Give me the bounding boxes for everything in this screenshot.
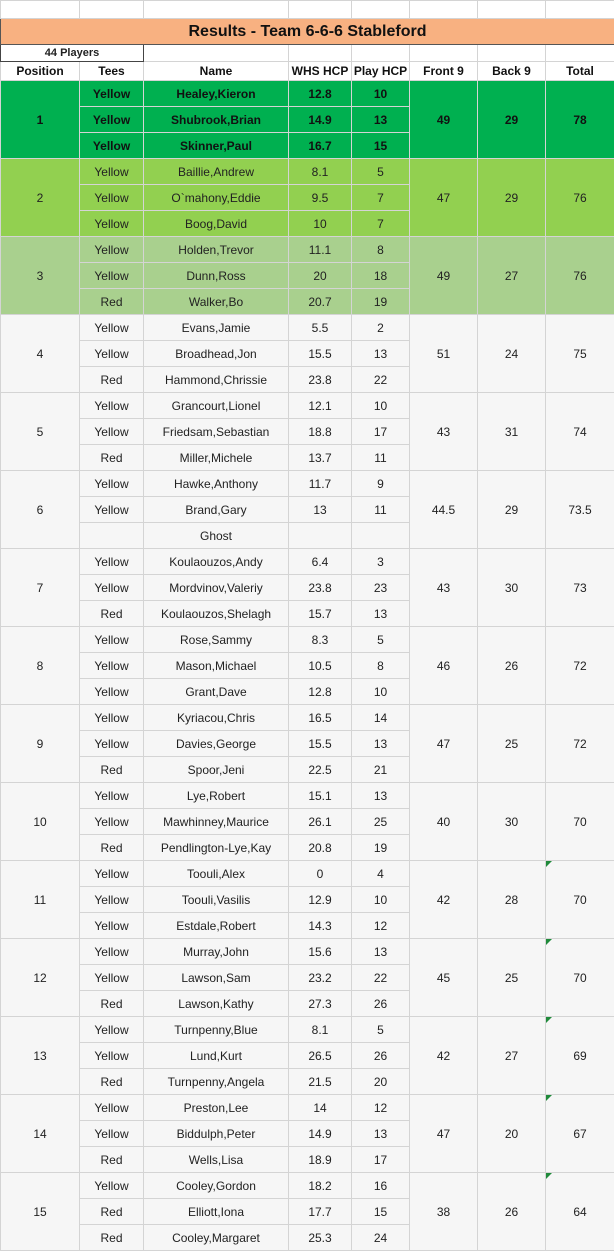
whs-hcp-cell[interactable]: 11.1 — [289, 237, 352, 263]
whs-hcp-cell[interactable]: 8.1 — [289, 1017, 352, 1043]
whs-hcp-cell[interactable]: 26.1 — [289, 809, 352, 835]
total-cell[interactable]: 69 — [546, 1017, 614, 1095]
front-9-cell[interactable]: 45 — [410, 939, 478, 1017]
position-cell[interactable]: 4 — [1, 315, 80, 393]
play-hcp-cell[interactable]: 16 — [352, 1173, 410, 1199]
header-tees[interactable]: Tees — [80, 62, 144, 81]
whs-hcp-cell[interactable]: 15.5 — [289, 341, 352, 367]
name-cell[interactable]: Spoor,Jeni — [144, 757, 289, 783]
tees-cell[interactable]: Yellow — [80, 627, 144, 653]
name-cell[interactable]: Kyriacou,Chris — [144, 705, 289, 731]
cell[interactable] — [352, 45, 410, 62]
back-9-cell[interactable]: 25 — [478, 705, 546, 783]
whs-hcp-cell[interactable]: 26.5 — [289, 1043, 352, 1069]
whs-hcp-cell[interactable]: 18.9 — [289, 1147, 352, 1173]
whs-hcp-cell[interactable]: 22.5 — [289, 757, 352, 783]
name-cell[interactable]: Hawke,Anthony — [144, 471, 289, 497]
sheet-title[interactable]: Results - Team 6-6-6 Stableford — [1, 19, 614, 45]
play-hcp-cell[interactable]: 10 — [352, 81, 410, 107]
tees-cell[interactable]: Yellow — [80, 471, 144, 497]
whs-hcp-cell[interactable]: 27.3 — [289, 991, 352, 1017]
play-hcp-cell[interactable]: 26 — [352, 991, 410, 1017]
play-hcp-cell[interactable]: 10 — [352, 679, 410, 705]
tees-cell[interactable]: Red — [80, 1199, 144, 1225]
cell[interactable] — [1, 1, 80, 19]
tees-cell[interactable]: Yellow — [80, 809, 144, 835]
tees-cell[interactable]: Red — [80, 835, 144, 861]
tees-cell[interactable]: Yellow — [80, 185, 144, 211]
cell[interactable] — [410, 45, 478, 62]
name-cell[interactable]: Brand,Gary — [144, 497, 289, 523]
whs-hcp-cell[interactable]: 15.1 — [289, 783, 352, 809]
back-9-cell[interactable]: 26 — [478, 627, 546, 705]
name-cell[interactable]: Skinner,Paul — [144, 133, 289, 159]
whs-hcp-cell[interactable]: 10 — [289, 211, 352, 237]
play-hcp-cell[interactable]: 12 — [352, 913, 410, 939]
front-9-cell[interactable]: 42 — [410, 1017, 478, 1095]
play-hcp-cell[interactable]: 11 — [352, 497, 410, 523]
tees-cell[interactable]: Yellow — [80, 81, 144, 107]
play-hcp-cell[interactable]: 2 — [352, 315, 410, 341]
total-cell[interactable]: 67 — [546, 1095, 614, 1173]
front-9-cell[interactable]: 46 — [410, 627, 478, 705]
tees-cell[interactable]: Red — [80, 601, 144, 627]
tees-cell[interactable]: Yellow — [80, 653, 144, 679]
play-hcp-cell[interactable]: 7 — [352, 185, 410, 211]
tees-cell[interactable]: Yellow — [80, 497, 144, 523]
tees-cell[interactable]: Red — [80, 367, 144, 393]
whs-hcp-cell[interactable]: 16.5 — [289, 705, 352, 731]
tees-cell[interactable]: Yellow — [80, 939, 144, 965]
cell[interactable] — [546, 1, 614, 19]
total-cell[interactable]: 78 — [546, 81, 614, 159]
play-hcp-cell[interactable]: 13 — [352, 601, 410, 627]
play-hcp-cell[interactable]: 15 — [352, 133, 410, 159]
cell[interactable] — [478, 1, 546, 19]
tees-cell[interactable]: Yellow — [80, 107, 144, 133]
total-cell[interactable]: 72 — [546, 705, 614, 783]
play-hcp-cell[interactable]: 8 — [352, 653, 410, 679]
whs-hcp-cell[interactable]: 10.5 — [289, 653, 352, 679]
position-cell[interactable]: 10 — [1, 783, 80, 861]
name-cell[interactable]: Pendlington-Lye,Kay — [144, 835, 289, 861]
table-row — [1, 471, 614, 497]
name-cell[interactable]: Boog,David — [144, 211, 289, 237]
whs-hcp-cell[interactable]: 20 — [289, 263, 352, 289]
play-hcp-cell[interactable]: 13 — [352, 783, 410, 809]
play-hcp-cell[interactable]: 10 — [352, 393, 410, 419]
whs-hcp-cell[interactable]: 14 — [289, 1095, 352, 1121]
tees-cell[interactable]: Yellow — [80, 419, 144, 445]
table-row — [1, 1095, 614, 1121]
name-cell[interactable]: Evans,Jamie — [144, 315, 289, 341]
whs-hcp-cell[interactable]: 14.3 — [289, 913, 352, 939]
cell[interactable] — [289, 45, 352, 62]
tees-cell[interactable]: Yellow — [80, 1017, 144, 1043]
name-cell[interactable]: Holden,Trevor — [144, 237, 289, 263]
front-9-cell[interactable]: 43 — [410, 549, 478, 627]
name-cell[interactable]: Grancourt,Lionel — [144, 393, 289, 419]
header-row — [1, 62, 614, 81]
tees-cell[interactable]: Red — [80, 991, 144, 1017]
position-cell[interactable]: 9 — [1, 705, 80, 783]
table-row — [1, 1017, 614, 1043]
whs-hcp-cell[interactable]: 12.8 — [289, 679, 352, 705]
name-cell[interactable]: Miller,Michele — [144, 445, 289, 471]
name-cell[interactable]: Cooley,Margaret — [144, 1225, 289, 1251]
name-cell[interactable]: Healey,Kieron — [144, 81, 289, 107]
tees-cell[interactable]: Yellow — [80, 159, 144, 185]
name-cell[interactable]: Mordvinov,Valeriy — [144, 575, 289, 601]
play-hcp-cell[interactable]: 20 — [352, 1069, 410, 1095]
play-hcp-cell[interactable]: 24 — [352, 1225, 410, 1251]
play-hcp-cell[interactable]: 19 — [352, 289, 410, 315]
play-hcp-cell[interactable]: 5 — [352, 159, 410, 185]
name-cell[interactable]: Ghost — [144, 523, 289, 549]
table-row — [1, 159, 614, 185]
play-hcp-cell[interactable]: 17 — [352, 1147, 410, 1173]
header-whs-hcp[interactable]: WHS HCP — [289, 62, 352, 81]
whs-hcp-cell[interactable]: 8.1 — [289, 159, 352, 185]
tees-cell[interactable]: Yellow — [80, 315, 144, 341]
table-row — [1, 705, 614, 731]
tees-cell[interactable]: Red — [80, 289, 144, 315]
name-cell[interactable]: Lawson,Sam — [144, 965, 289, 991]
name-cell[interactable]: Koulaouzos,Andy — [144, 549, 289, 575]
tees-cell[interactable]: Yellow — [80, 393, 144, 419]
play-hcp-cell[interactable]: 18 — [352, 263, 410, 289]
table-row — [1, 627, 614, 653]
whs-hcp-cell[interactable]: 5.5 — [289, 315, 352, 341]
back-9-cell[interactable]: 31 — [478, 393, 546, 471]
players-count-row — [1, 45, 614, 62]
play-hcp-cell[interactable]: 17 — [352, 419, 410, 445]
play-hcp-cell[interactable]: 11 — [352, 445, 410, 471]
total-cell[interactable]: 64 — [546, 1173, 614, 1251]
name-cell[interactable]: O`mahony,Eddie — [144, 185, 289, 211]
table-row — [1, 783, 614, 809]
name-cell[interactable]: Wells,Lisa — [144, 1147, 289, 1173]
cell[interactable] — [352, 1, 410, 19]
position-cell[interactable]: 3 — [1, 237, 80, 315]
header-play-hcp[interactable]: Play HCP — [352, 62, 410, 81]
header-total[interactable]: Total — [546, 62, 614, 81]
name-cell[interactable]: Walker,Bo — [144, 289, 289, 315]
front-9-cell[interactable]: 49 — [410, 237, 478, 315]
play-hcp-cell[interactable]: 25 — [352, 809, 410, 835]
name-cell[interactable]: Turnpenny,Blue — [144, 1017, 289, 1043]
total-cell[interactable]: 75 — [546, 315, 614, 393]
front-9-cell[interactable]: 47 — [410, 705, 478, 783]
tees-cell[interactable] — [80, 523, 144, 549]
tees-cell[interactable]: Red — [80, 445, 144, 471]
name-cell[interactable]: Lund,Kurt — [144, 1043, 289, 1069]
tees-cell[interactable]: Yellow — [80, 237, 144, 263]
front-9-cell[interactable]: 47 — [410, 159, 478, 237]
cell[interactable] — [80, 1, 144, 19]
play-hcp-cell[interactable] — [352, 523, 410, 549]
total-cell[interactable]: 70 — [546, 861, 614, 939]
cell[interactable] — [478, 45, 546, 62]
total-cell[interactable]: 70 — [546, 783, 614, 861]
tees-cell[interactable]: Red — [80, 1225, 144, 1251]
tees-cell[interactable]: Yellow — [80, 211, 144, 237]
whs-hcp-cell[interactable]: 12.8 — [289, 81, 352, 107]
back-9-cell[interactable]: 26 — [478, 1173, 546, 1251]
position-cell[interactable]: 8 — [1, 627, 80, 705]
name-cell[interactable]: Cooley,Gordon — [144, 1173, 289, 1199]
whs-hcp-cell[interactable]: 9.5 — [289, 185, 352, 211]
name-cell[interactable]: Turnpenny,Angela — [144, 1069, 289, 1095]
total-cell[interactable]: 70 — [546, 939, 614, 1017]
play-hcp-cell[interactable]: 8 — [352, 237, 410, 263]
cell[interactable] — [289, 1, 352, 19]
header-name[interactable]: Name — [144, 62, 289, 81]
whs-hcp-cell[interactable]: 6.4 — [289, 549, 352, 575]
name-cell[interactable]: Mawhinney,Maurice — [144, 809, 289, 835]
play-hcp-cell[interactable]: 13 — [352, 341, 410, 367]
play-hcp-cell[interactable]: 26 — [352, 1043, 410, 1069]
name-cell[interactable]: Davies,George — [144, 731, 289, 757]
tees-cell[interactable]: Yellow — [80, 133, 144, 159]
whs-hcp-cell[interactable]: 0 — [289, 861, 352, 887]
tees-cell[interactable]: Red — [80, 1069, 144, 1095]
back-9-cell[interactable]: 29 — [478, 159, 546, 237]
back-9-cell[interactable]: 30 — [478, 783, 546, 861]
whs-hcp-cell[interactable]: 25.3 — [289, 1225, 352, 1251]
name-cell[interactable]: Toouli,Alex — [144, 861, 289, 887]
tees-cell[interactable]: Yellow — [80, 341, 144, 367]
tees-cell[interactable]: Yellow — [80, 549, 144, 575]
table-row — [1, 939, 614, 965]
play-hcp-cell[interactable]: 5 — [352, 1017, 410, 1043]
play-hcp-cell[interactable]: 7 — [352, 211, 410, 237]
play-hcp-cell[interactable]: 22 — [352, 367, 410, 393]
tees-cell[interactable]: Yellow — [80, 1043, 144, 1069]
name-cell[interactable]: Shubrook,Brian — [144, 107, 289, 133]
front-9-cell[interactable]: 42 — [410, 861, 478, 939]
whs-hcp-cell[interactable]: 23.8 — [289, 367, 352, 393]
name-cell[interactable]: Lye,Robert — [144, 783, 289, 809]
back-9-cell[interactable]: 20 — [478, 1095, 546, 1173]
table-row — [1, 549, 614, 575]
whs-hcp-cell[interactable]: 18.8 — [289, 419, 352, 445]
front-9-cell[interactable]: 51 — [410, 315, 478, 393]
name-cell[interactable]: Estdale,Robert — [144, 913, 289, 939]
whs-hcp-cell[interactable]: 15.7 — [289, 601, 352, 627]
cell[interactable] — [144, 45, 289, 62]
play-hcp-cell[interactable]: 13 — [352, 107, 410, 133]
tees-cell[interactable]: Yellow — [80, 705, 144, 731]
tees-cell[interactable]: Yellow — [80, 1121, 144, 1147]
play-hcp-cell[interactable]: 4 — [352, 861, 410, 887]
front-9-cell[interactable]: 40 — [410, 783, 478, 861]
position-cell[interactable]: 12 — [1, 939, 80, 1017]
table-row — [1, 81, 614, 107]
front-9-cell[interactable]: 43 — [410, 393, 478, 471]
play-hcp-cell[interactable]: 9 — [352, 471, 410, 497]
name-cell[interactable]: Baillie,Andrew — [144, 159, 289, 185]
name-cell[interactable]: Elliott,Iona — [144, 1199, 289, 1225]
back-9-cell[interactable]: 24 — [478, 315, 546, 393]
whs-hcp-cell[interactable]: 12.9 — [289, 887, 352, 913]
tees-cell[interactable]: Yellow — [80, 1173, 144, 1199]
name-cell[interactable]: Grant,Dave — [144, 679, 289, 705]
play-hcp-cell[interactable]: 14 — [352, 705, 410, 731]
front-9-cell[interactable]: 49 — [410, 81, 478, 159]
total-cell[interactable]: 74 — [546, 393, 614, 471]
tees-cell[interactable]: Yellow — [80, 965, 144, 991]
position-cell[interactable]: 13 — [1, 1017, 80, 1095]
name-cell[interactable]: Lawson,Kathy — [144, 991, 289, 1017]
name-cell[interactable]: Friedsam,Sebastian — [144, 419, 289, 445]
name-cell[interactable]: Broadhead,Jon — [144, 341, 289, 367]
total-cell[interactable]: 72 — [546, 627, 614, 705]
whs-hcp-cell[interactable]: 12.1 — [289, 393, 352, 419]
position-cell[interactable]: 15 — [1, 1173, 80, 1251]
play-hcp-cell[interactable]: 23 — [352, 575, 410, 601]
position-cell[interactable]: 11 — [1, 861, 80, 939]
whs-hcp-cell[interactable]: 14.9 — [289, 1121, 352, 1147]
total-cell[interactable]: 73.5 — [546, 471, 614, 549]
cell[interactable] — [144, 1, 289, 19]
header-back-9[interactable]: Back 9 — [478, 62, 546, 81]
tees-cell[interactable]: Red — [80, 1147, 144, 1173]
play-hcp-cell[interactable]: 3 — [352, 549, 410, 575]
whs-hcp-cell[interactable]: 15.5 — [289, 731, 352, 757]
back-9-cell[interactable]: 29 — [478, 81, 546, 159]
tees-cell[interactable]: Yellow — [80, 731, 144, 757]
play-hcp-cell[interactable]: 13 — [352, 731, 410, 757]
tees-cell[interactable]: Yellow — [80, 263, 144, 289]
name-cell[interactable]: Mason,Michael — [144, 653, 289, 679]
tees-cell[interactable]: Yellow — [80, 1095, 144, 1121]
front-9-cell[interactable]: 44.5 — [410, 471, 478, 549]
back-9-cell[interactable]: 29 — [478, 471, 546, 549]
whs-hcp-cell[interactable]: 21.5 — [289, 1069, 352, 1095]
whs-hcp-cell[interactable]: 16.7 — [289, 133, 352, 159]
front-9-cell[interactable]: 38 — [410, 1173, 478, 1251]
position-cell[interactable]: 6 — [1, 471, 80, 549]
back-9-cell[interactable]: 27 — [478, 237, 546, 315]
tees-cell[interactable]: Yellow — [80, 887, 144, 913]
play-hcp-cell[interactable]: 22 — [352, 965, 410, 991]
table-row — [1, 237, 614, 263]
whs-hcp-cell[interactable]: 15.6 — [289, 939, 352, 965]
whs-hcp-cell[interactable] — [289, 523, 352, 549]
header-position[interactable]: Position — [1, 62, 80, 81]
play-hcp-cell[interactable]: 21 — [352, 757, 410, 783]
tees-cell[interactable]: Yellow — [80, 861, 144, 887]
front-9-cell[interactable]: 47 — [410, 1095, 478, 1173]
play-hcp-cell[interactable]: 10 — [352, 887, 410, 913]
whs-hcp-cell[interactable]: 20.7 — [289, 289, 352, 315]
table-row — [1, 1173, 614, 1199]
total-cell[interactable]: 73 — [546, 549, 614, 627]
players-count[interactable]: 44 Players — [1, 45, 144, 62]
play-hcp-cell[interactable]: 13 — [352, 939, 410, 965]
play-hcp-cell[interactable]: 5 — [352, 627, 410, 653]
name-cell[interactable]: Koulaouzos,Shelagh — [144, 601, 289, 627]
tees-cell[interactable]: Red — [80, 757, 144, 783]
title-row — [1, 19, 614, 45]
cell[interactable] — [546, 45, 614, 62]
play-hcp-cell[interactable]: 15 — [352, 1199, 410, 1225]
blank-row — [1, 1, 614, 19]
whs-hcp-cell[interactable]: 11.7 — [289, 471, 352, 497]
position-cell[interactable]: 1 — [1, 81, 80, 159]
play-hcp-cell[interactable]: 13 — [352, 1121, 410, 1147]
back-9-cell[interactable]: 27 — [478, 1017, 546, 1095]
name-cell[interactable]: Toouli,Vasilis — [144, 887, 289, 913]
table-row — [1, 315, 614, 341]
name-cell[interactable]: Murray,John — [144, 939, 289, 965]
name-cell[interactable]: Preston,Lee — [144, 1095, 289, 1121]
tees-cell[interactable]: Yellow — [80, 913, 144, 939]
total-cell[interactable]: 76 — [546, 237, 614, 315]
name-cell[interactable]: Biddulph,Peter — [144, 1121, 289, 1147]
whs-hcp-cell[interactable]: 13 — [289, 497, 352, 523]
play-hcp-cell[interactable]: 12 — [352, 1095, 410, 1121]
tees-cell[interactable]: Yellow — [80, 679, 144, 705]
whs-hcp-cell[interactable]: 13.7 — [289, 445, 352, 471]
play-hcp-cell[interactable]: 19 — [352, 835, 410, 861]
table-row — [1, 393, 614, 419]
back-9-cell[interactable]: 28 — [478, 861, 546, 939]
cell[interactable] — [410, 1, 478, 19]
total-cell[interactable]: 76 — [546, 159, 614, 237]
whs-hcp-cell[interactable]: 14.9 — [289, 107, 352, 133]
whs-hcp-cell[interactable]: 8.3 — [289, 627, 352, 653]
position-cell[interactable]: 5 — [1, 393, 80, 471]
whs-hcp-cell[interactable]: 23.8 — [289, 575, 352, 601]
position-cell[interactable]: 2 — [1, 159, 80, 237]
whs-hcp-cell[interactable]: 18.2 — [289, 1173, 352, 1199]
table-row — [1, 861, 614, 887]
name-cell[interactable]: Hammond,Chrissie — [144, 367, 289, 393]
name-cell[interactable]: Dunn,Ross — [144, 263, 289, 289]
name-cell[interactable]: Rose,Sammy — [144, 627, 289, 653]
tees-cell[interactable]: Yellow — [80, 575, 144, 601]
back-9-cell[interactable]: 30 — [478, 549, 546, 627]
whs-hcp-cell[interactable]: 17.7 — [289, 1199, 352, 1225]
position-cell[interactable]: 7 — [1, 549, 80, 627]
whs-hcp-cell[interactable]: 20.8 — [289, 835, 352, 861]
position-cell[interactable]: 14 — [1, 1095, 80, 1173]
header-front-9[interactable]: Front 9 — [410, 62, 478, 81]
whs-hcp-cell[interactable]: 23.2 — [289, 965, 352, 991]
tees-cell[interactable]: Yellow — [80, 783, 144, 809]
back-9-cell[interactable]: 25 — [478, 939, 546, 1017]
